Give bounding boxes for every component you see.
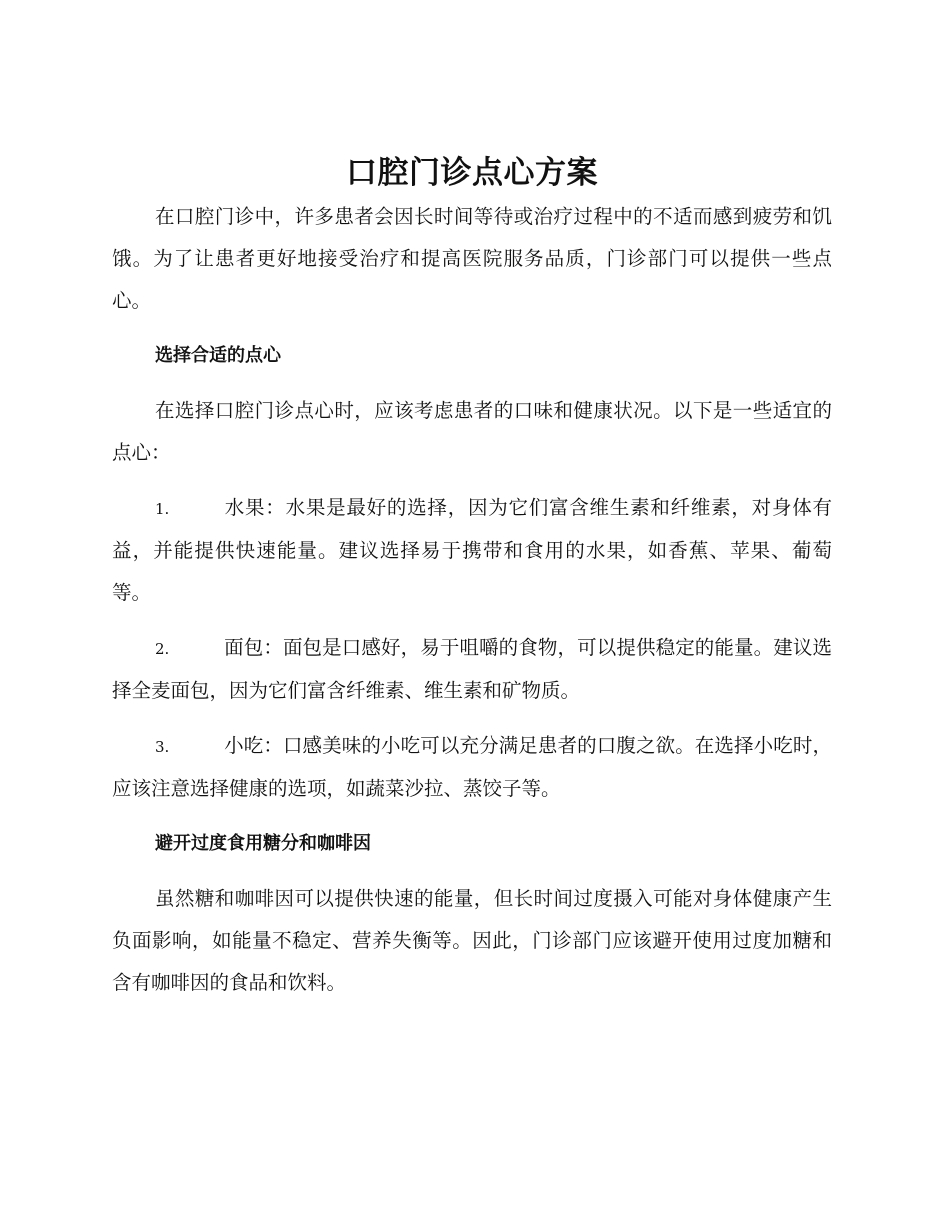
- spacer: [112, 810, 832, 823]
- list-item: [112, 725, 832, 810]
- spacer: [112, 474, 832, 487]
- spacer: [112, 865, 832, 878]
- document-page: [112, 150, 832, 1004]
- document-title: 口腔门诊点心方案: [346, 155, 598, 191]
- list-item-number: 1.: [155, 500, 170, 518]
- section1-paragraph: 在选择口腔门诊点心时，应该考虑患者的口味和健康状况。以下是一些适宜的点心：: [112, 399, 832, 464]
- section-heading-choose-snacks: 选择合适的点心: [155, 345, 281, 366]
- spacer: [112, 614, 832, 627]
- intro-paragraph: 在口腔门诊中，许多患者会因长时间等待或治疗过程中的不适而感到疲劳和饥饿。为了让患者更好地接受治疗和提高医院服务品质，门诊部门可以提供一些点心。: [112, 205, 832, 312]
- section2-paragraph: 虽然糖和咖啡因可以提供快速的能量，但长时间过度摄入可能对身体健康产生负面影响，如能量不稳定、营养失衡等。因此，门诊部门应该避开使用过度加糖和含有咖啡因的食品和饮料。: [112, 887, 832, 994]
- spacer: [112, 322, 832, 335]
- list-item: [112, 487, 832, 614]
- list-item-text: 水果：水果是最好的选择，因为它们富含维生素和纤维素，对身体有益，并能提供快速能量。建议选择易于携带和食用的水果，如香蕉、苹果、葡萄等。: [112, 496, 832, 604]
- list-item-number: 3.: [155, 738, 170, 756]
- list-item-text: 面包：面包是口感好，易于咀嚼的食物，可以提供稳定的能量。建议选择全麦面包，因为它们富含纤维素、维生素和矿物质。: [112, 636, 832, 702]
- list-item: [112, 627, 832, 712]
- spacer: [112, 377, 832, 390]
- list-item-text: 小吃：口感美味的小吃可以充分满足患者的口腹之欲。在选择小吃时，应该注意选择健康的选项，如蔬菜沙拉、蒸饺子等。: [112, 734, 832, 800]
- section-heading-avoid-sugar-caffeine: 避开过度食用糖分和咖啡因: [155, 833, 371, 854]
- spacer: [112, 712, 832, 725]
- list-item-number: 2.: [155, 640, 170, 658]
